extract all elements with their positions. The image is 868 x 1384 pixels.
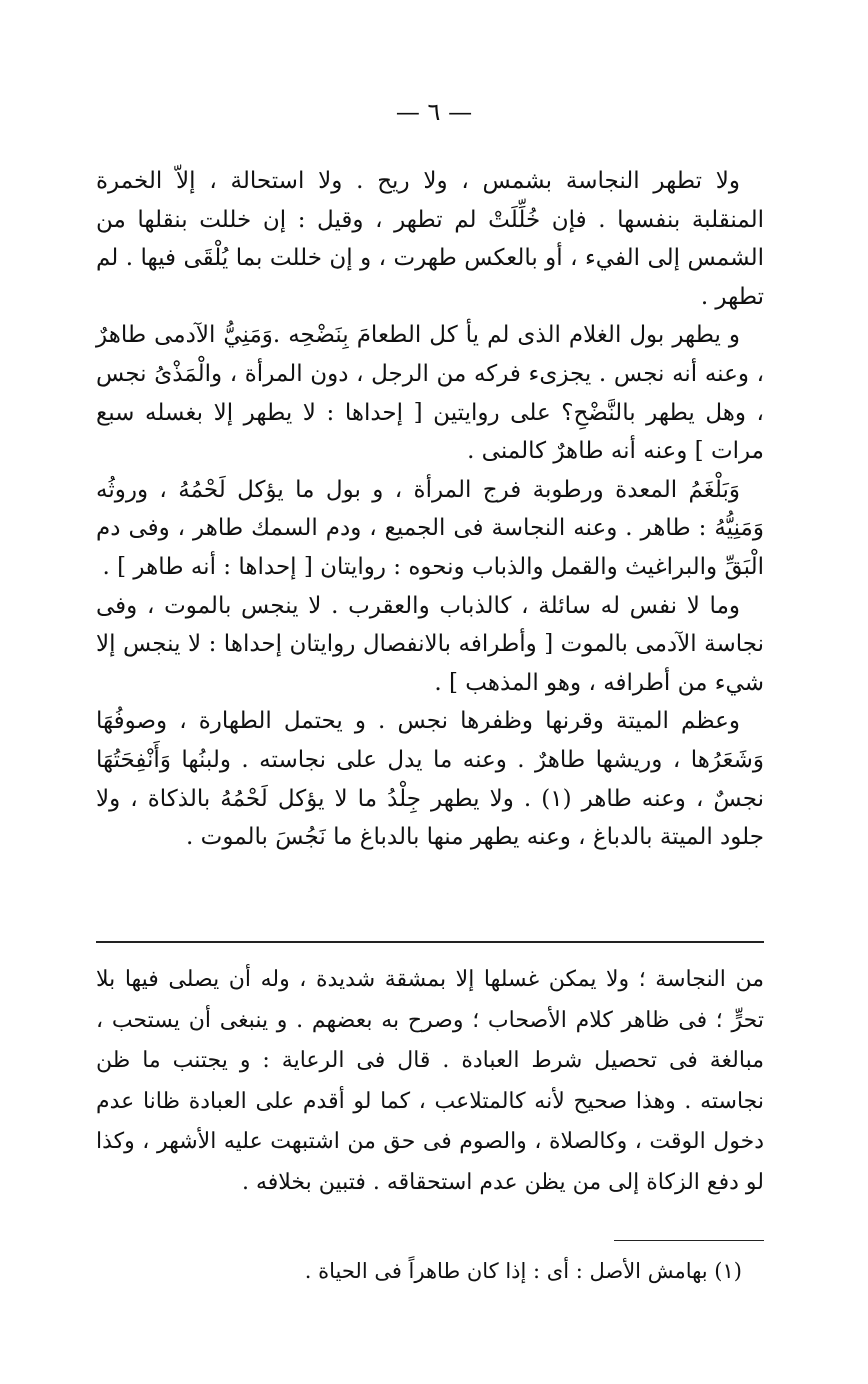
- footnote-divider: [614, 1240, 764, 1241]
- paragraph: ولا تطهر النجاسة بشمس ، ولا ريح . ولا استحالة ، إلاّ الخمرة المنقلبة بنفسها . فإن خُلِّلَتْ لم تطهر ، وقيل : إن خللت بنقلها من الشمس إلى الفيء ، أو بالعكس طهرت ، و إن خللت بما يُلْقَى فيها . لم تطهر .: [96, 168, 764, 310]
- commentary-paragraph: من النجاسة ؛ ولا يمكن غسلها إلا بمشقة شديدة ، وله أن يصلى فيها بلا تحرٍّ ؛ فى ظاهر كلام الأصحاب ؛ وصرح به بعضهم . و ينبغى أن يستحب ، مبالغة فى تحصيل شرط العبادة . قال فى الرعاية : و يجتنب ما ظن نجاسته . وهذا صحيح لأنه كالمتلاعب ، كما لو أقدم على العبادة ظانا عدم دخول الوقت ، وكالصلاة ، والصوم فى حق من اشتبهت عليه الأشهر ، وكذا لو دفع الزكاة إلى من يظن عدم استحقاقه . فتبين بخلافه .: [96, 967, 764, 1195]
- section-divider: [96, 941, 764, 943]
- page-number: — ٦ —: [395, 98, 473, 126]
- paragraph: وما لا نفس له سائلة ، كالذباب والعقرب . لا ينجس بالموت ، وفى نجاسة الآدمى بالموت [ وأطرافه بالانفصال روايتان إحداها : لا ينجس إلا شيء من أطرافه ، وهو المذهب ] .: [96, 592, 764, 696]
- paragraph: وعظم الميتة وقرنها وظفرها نجس . و يحتمل الطهارة ، وصوفُهَا وَشَعَرُها ، وريشها طاهرٌ . وعنه ما يدل على نجاسته . ولبنُها وَأَنْفِحَتُهَا نجسٌ ، وعنه طاهر (١) . ولا يطهر جِلْدُ ما لا يؤكل لَحْمُهُ بالذكاة ، ولا جلود الميتة بالدباغ ، وعنه يطهر منها بالدباغ ما نَجُسَ بالموت .: [96, 708, 764, 851]
- footnote-text: (١) بهامش الأصل : أى : إذا كان طاهراً فى الحياة .: [304, 1259, 742, 1283]
- commentary-text: [96, 960, 764, 1203]
- footnote: [96, 1254, 764, 1288]
- paragraph: و يطهر بول الغلام الذى لم يأ كل الطعامَ بِنَضْحِه .وَمَنِيُّ الآدمى طاهرٌ ، وعنه أنه نجس . يجزىء فركه من الرجل ، دون المرأة ، والْمَذْىُ نجس ، وهل يطهر بالنَّضْحِ؟ على روايتين [ إحداها : لا يطهر إلا بغسله سبع مرات ] وعنه أنه طاهرٌ كالمنى .: [96, 322, 764, 465]
- main-text: [96, 162, 764, 857]
- paragraph: وَبَلْغَمُ المعدة ورطوبة فرج المرأة ، و بول ما يؤكل لَحْمُهُ ، وروثُه وَمَنِيُّهُ : طاهر . وعنه النجاسة فى الجميع ، ودم السمك طاهر ، وفى دم الْبَقِّ والبراغيث والقمل والذباب ونحوه : روايتان [ إحداها : أنه طاهر ] .: [96, 476, 764, 580]
